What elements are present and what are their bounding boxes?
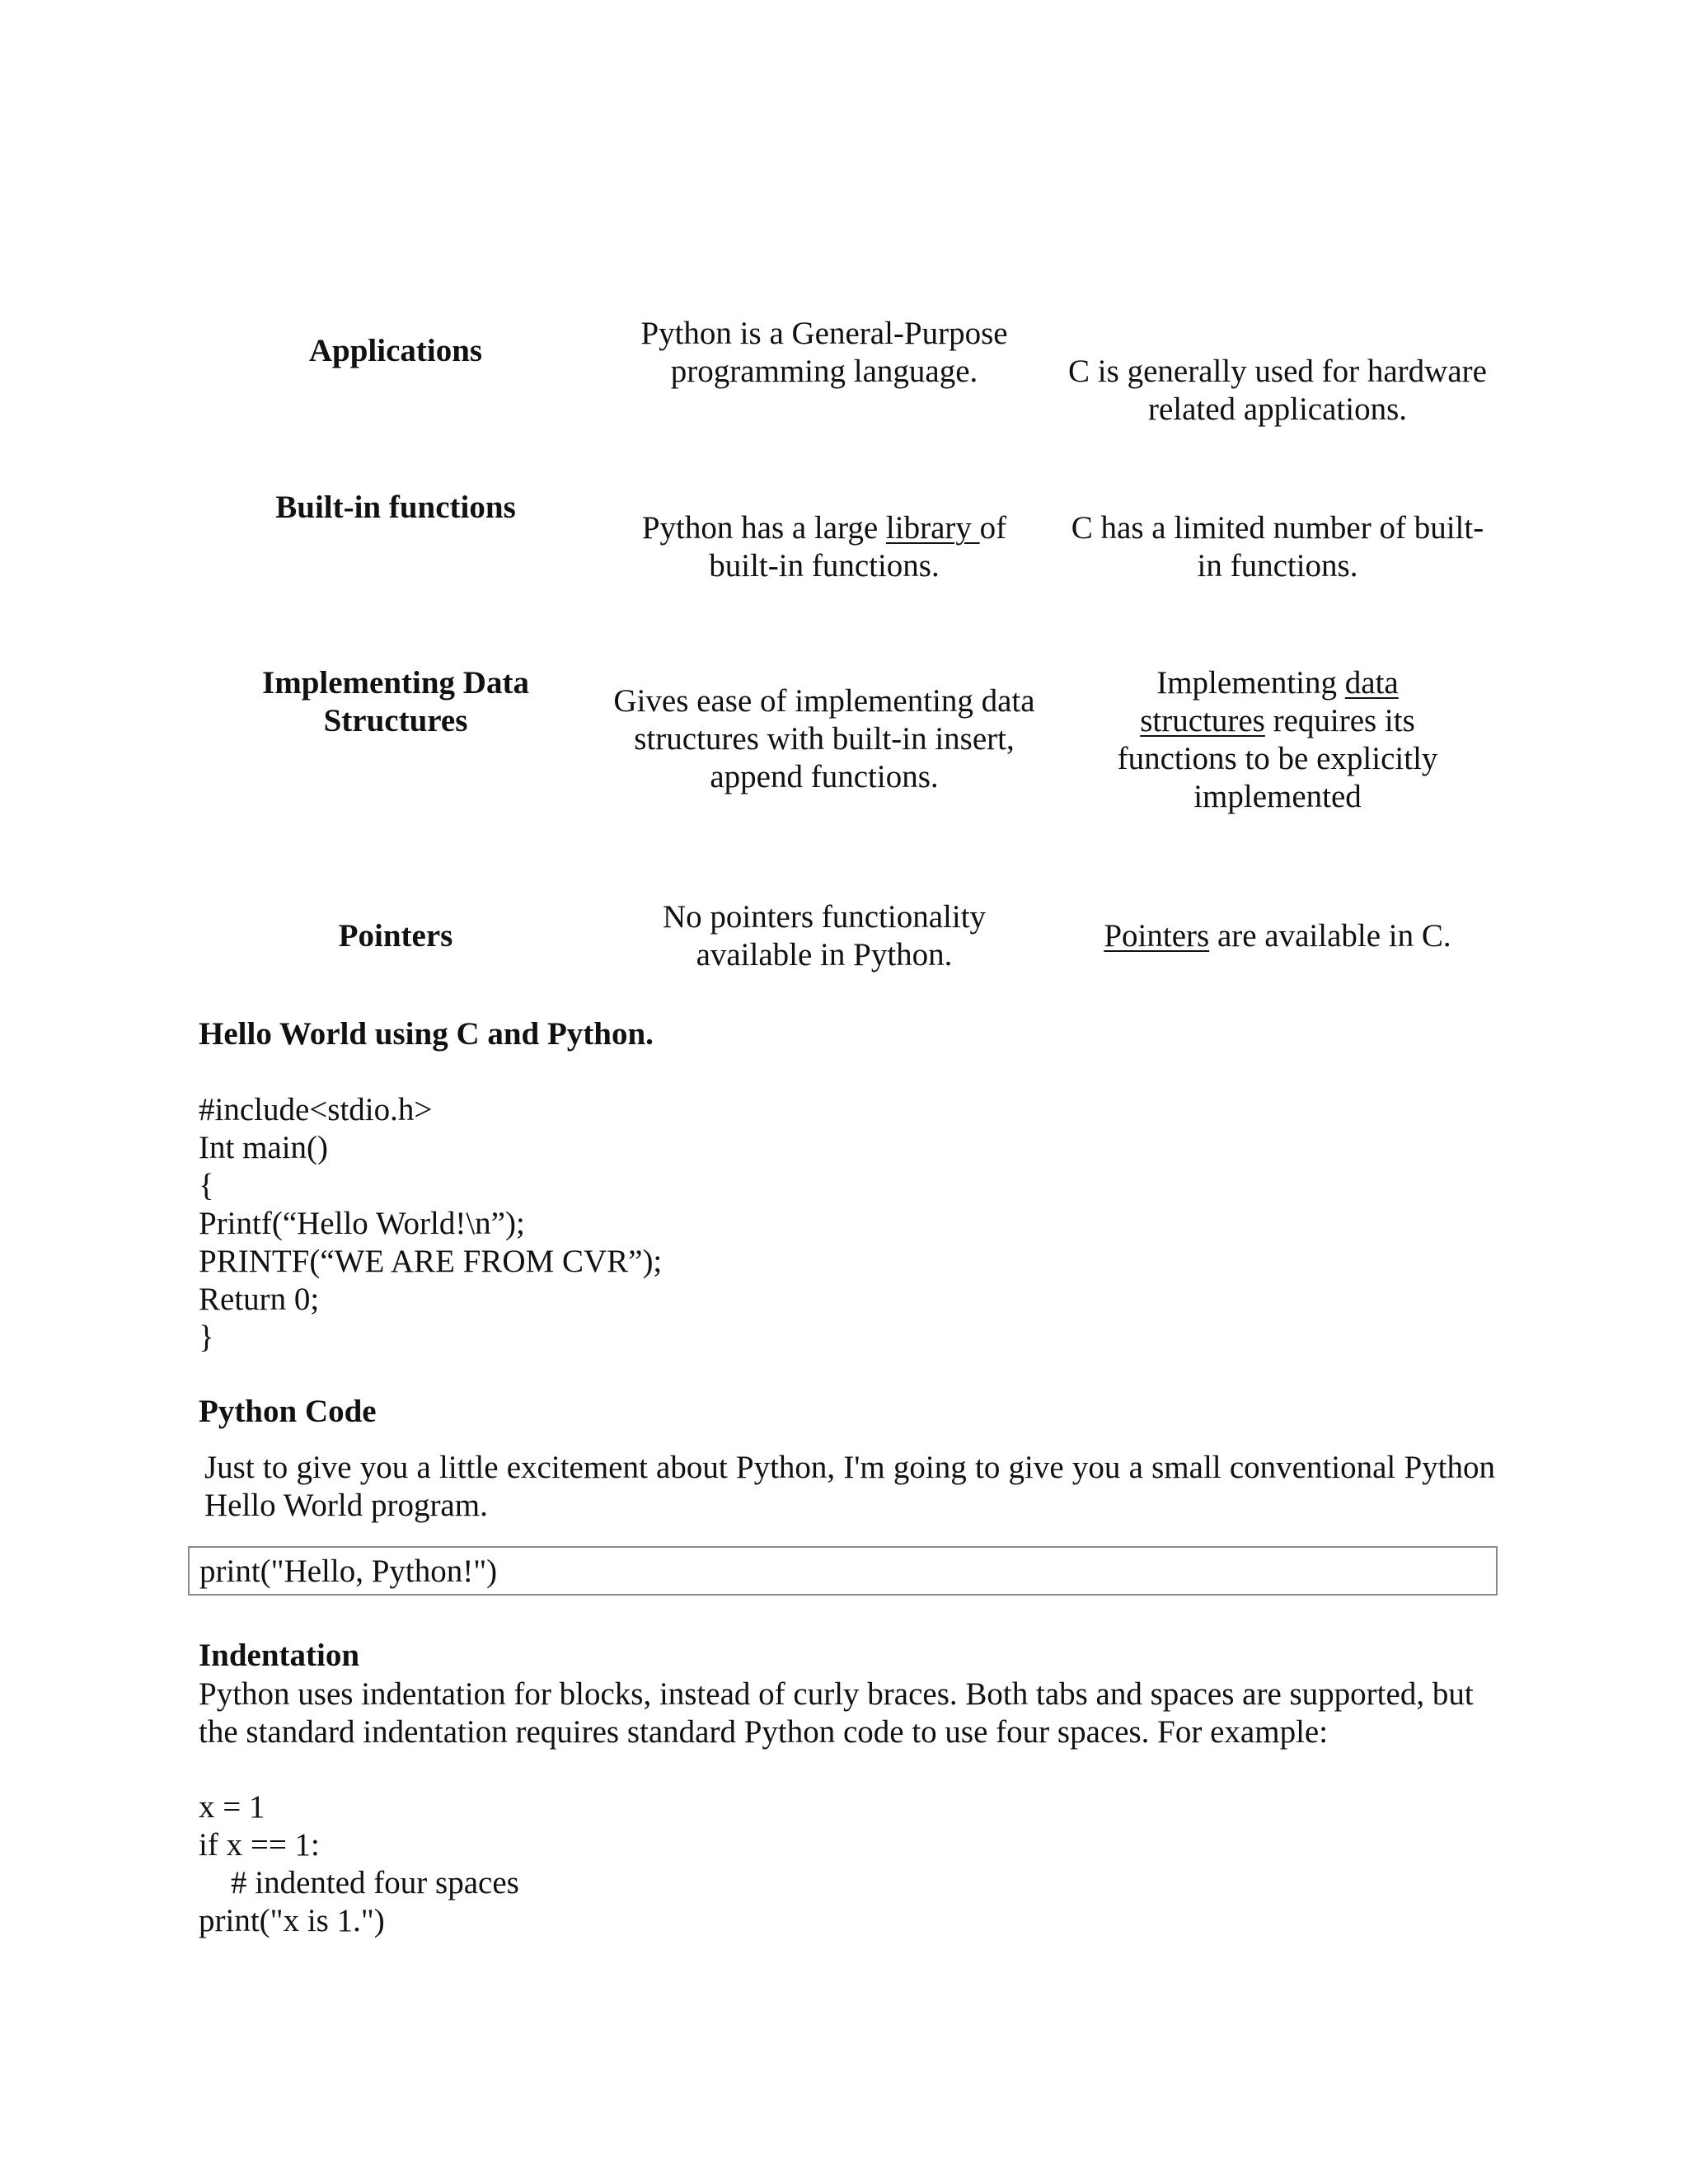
library-link[interactable]: library xyxy=(885,510,980,546)
python-pointers-cell: No pointers functionality available in Python. xyxy=(662,899,987,972)
python-built-in-text-pre: Python has a large xyxy=(641,510,886,546)
python-data-structures-cell: Gives ease of implementing data structures with built-in insert, append functions. xyxy=(613,683,1035,794)
indentation-paragraph: Python uses indentation for blocks, instead of curly braces. Both tabs and spaces are supported, but the standard indentation requires standard Python code to use four spaces. For example: xyxy=(199,1676,1474,1750)
pointers-link[interactable]: Pointers xyxy=(1104,918,1210,954)
python-code-box xyxy=(188,1546,1498,1596)
indentation-code-line: print("x is 1.") xyxy=(199,1903,385,1938)
row-label-line-2: Structures xyxy=(323,703,468,738)
indentation-code-line: if x == 1: xyxy=(199,1827,320,1863)
python-built-in-cell xyxy=(610,509,1039,585)
c-data-structures-text-pre: Implementing xyxy=(1156,665,1345,701)
row-label-applications: Applications xyxy=(308,333,483,368)
python-code-snippet: print("Hello, Python!") xyxy=(199,1554,498,1589)
c-pointers-cell xyxy=(1063,917,1492,955)
c-code-line: PRINTF(“WE ARE FROM CVR”); xyxy=(199,1244,663,1279)
row-label-built-in-functions: Built-in functions xyxy=(275,490,516,525)
c-code-block xyxy=(199,1091,662,1357)
c-applications-cell: C is generally used for hardware related applications. xyxy=(1068,354,1487,427)
c-built-in-cell: C has a limited number of built-in functions. xyxy=(1071,510,1484,583)
c-code-line: Return 0; xyxy=(199,1282,320,1317)
c-code-line: Printf(“Hello World!\n”); xyxy=(199,1206,525,1241)
c-code-line: } xyxy=(199,1319,214,1355)
c-code-line: Int main() xyxy=(199,1130,329,1165)
row-label-pointers: Pointers xyxy=(338,918,453,954)
indentation-code-block xyxy=(199,1788,519,1940)
python-code-heading: Python Code xyxy=(199,1394,377,1429)
c-code-line: { xyxy=(199,1168,214,1203)
python-intro-paragraph: Just to give you a little excitement about Python, I'm going to give you a small conventional Python Hello World program. xyxy=(204,1450,1495,1523)
c-data-structures-cell xyxy=(1096,664,1459,816)
indentation-heading: Indentation xyxy=(199,1638,360,1673)
hello-world-heading: Hello World using C and Python. xyxy=(199,1016,654,1052)
python-built-in-text-post: of built-in functions. xyxy=(709,510,1007,583)
python-applications-cell: Python is a General-Purpose programming language. xyxy=(640,316,1008,389)
row-label-implementing-data-structures xyxy=(231,664,560,740)
row-label-line-1: Implementing Data xyxy=(262,665,529,701)
indentation-code-line: x = 1 xyxy=(199,1789,265,1825)
data-structures-link[interactable]: data structures xyxy=(1140,665,1399,738)
c-pointers-text-post: are available in C. xyxy=(1209,918,1451,954)
c-code-line: #include<stdio.h> xyxy=(199,1092,433,1127)
c-data-structures-text-post: requires its functions to be explicitly implemented xyxy=(1117,703,1438,814)
indentation-code-line: # indented four spaces xyxy=(199,1865,519,1900)
